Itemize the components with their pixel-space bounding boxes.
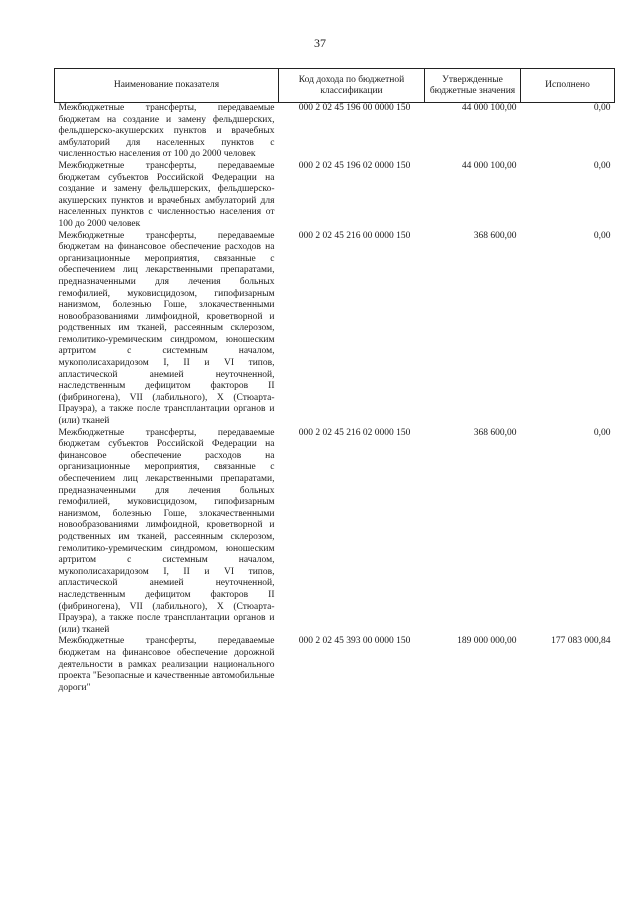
row-executed: 0,00: [593, 427, 611, 438]
row-name: Межбюджетные трансферты, передаваемые бюджетам на финансовое обеспечение дорожной деятельности в рамках реализации национального проекта "Безопасные и качественные автомобильные дороги": [58, 636, 275, 693]
table-row: [55, 636, 615, 694]
table-header-row: [55, 69, 615, 103]
page-number: 37: [314, 36, 326, 50]
table-row: [55, 428, 615, 637]
row-code: 000 2 02 45 393 00 0000 150: [298, 636, 411, 647]
row-approved: 368 600,00: [473, 427, 517, 438]
row-approved: 368 600,00: [473, 230, 517, 241]
row-approved: 189 000 000,00: [457, 636, 517, 647]
row-code: 000 2 02 45 196 02 0000 150: [298, 160, 411, 171]
table-row: [55, 161, 615, 231]
row-name: Межбюджетные трансферты, передаваемые бюджетам субъектов Российской Федерации на создание и замену фельдшерских, фельдшерско-акушерских пунктов и врачебных амбулаторий для населенных пунктов с численностью населения от 100 до 2000 человек: [58, 160, 275, 229]
row-executed: 177 083 000,84: [551, 636, 611, 647]
row-code: 000 2 02 45 216 00 0000 150: [298, 230, 411, 241]
row-name: Межбюджетные трансферты, передаваемые бюджетам субъектов Российской Федерации на финансовое обеспечение расходов на организационные мероприятия, связанные с обеспечением лиц лекарственными препаратами, предназначенными для лечения больных гемофилией, муковисцидозом, гипофизарным нанизмом, болезнью Гоше, злокачественными новообразованиями лимфоидной, кроветворной и родственных им тканей, рассеянным склерозом, гемолитико-уремическим синдромом, юношеским артритом с системным началом, мукополисахаридозом I, II и VI типов, апластической анемией неуточненной, наследственным дефицитом факторов II (фибриногена), VII (лабильного), X (Стюарта-Прауэра), а также после трансплантации органов и (или) тканей: [58, 427, 275, 635]
header-income-code: Код дохода по бюджетной классификации: [279, 69, 425, 103]
row-approved: 44 000 100,00: [461, 103, 517, 113]
row-approved: 44 000 100,00: [461, 160, 517, 171]
header-indicator-name: Наименование показателя: [55, 69, 279, 103]
header-approved-values: Утвержденные бюджетные значения: [425, 69, 521, 103]
row-name: Межбюджетные трансферты, передаваемые бюджетам на финансовое обеспечение расходов на организационные мероприятия, связанные с обеспечением лиц лекарственными препаратами, предназначенными для лечения больных гемофилией, муковисцидозом, гипофизарным нанизмом, болезнью Гоше, злокачественными новообразованиями лимфоидной, кроветворной и родственных им тканей, рассеянным склерозом, гемолитико-уремическим синдромом, юношеским артритом с системным началом, мукополисахаридозом I, II и VI типов, апластической анемией неуточненной, наследственным дефицитом факторов II (фибриногена), VII (лабильного), X (Стюарта-Прауэра), а также после трансплантации органов и (или) тканей: [58, 230, 275, 427]
budget-table: [54, 68, 615, 694]
row-executed: 0,00: [593, 103, 611, 113]
row-executed: 0,00: [593, 230, 611, 241]
row-executed: 0,00: [593, 160, 611, 171]
row-name: Межбюджетные трансферты, передаваемые бюджетам на создание и замену фельдшерских, фельдшерско-акушерских пунктов и врачебных амбулаторий для населенных пунктов с численностью населения от 100 до 2000 человек: [58, 103, 275, 160]
table-row: [55, 103, 615, 161]
row-code: 000 2 02 45 216 02 0000 150: [298, 427, 411, 438]
table-row: [55, 231, 615, 428]
row-code: 000 2 02 45 196 00 0000 150: [298, 103, 411, 113]
header-executed: Исполнено: [521, 69, 615, 103]
